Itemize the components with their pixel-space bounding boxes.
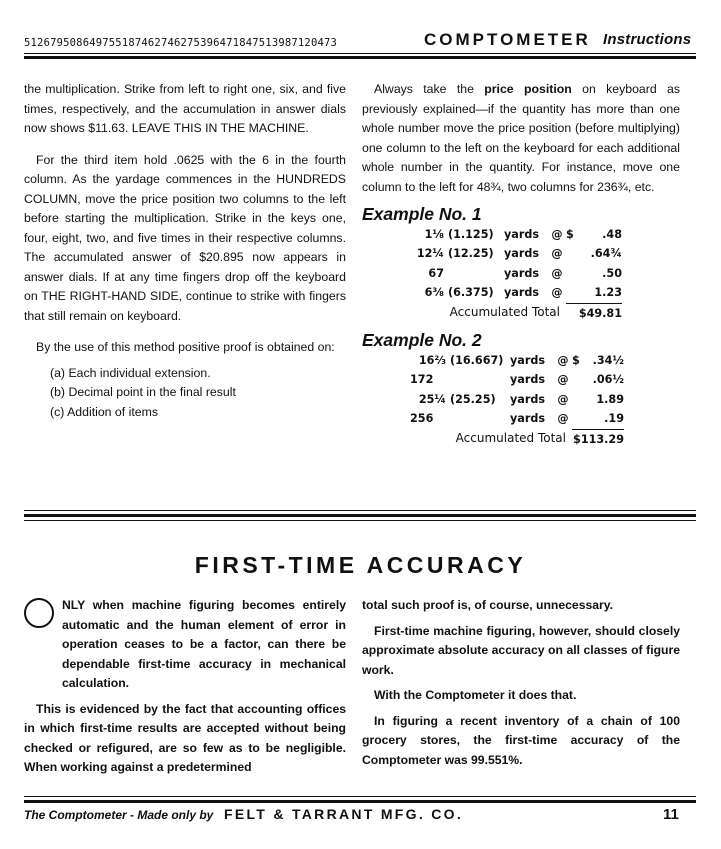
unit: yards [510,392,546,406]
table-row [410,264,622,284]
quantity: 25¼ [418,392,446,406]
header-rule-thin [24,53,696,54]
at-sign: @ [557,412,569,426]
at-sign: @ [557,373,569,386]
price: 1.23 [578,283,622,303]
example-1-table [410,225,622,324]
unit: yards [504,266,540,280]
accuracy-paragraph-6: In figuring a recent inventory of a chain of 100 grocery stores, the first-time accuracy of the Comptometer was 99.551%. [362,713,680,767]
right-paragraph-1-pre: Always take the [374,82,485,96]
page-number: 11 [663,806,679,823]
total-label: Accumulated Total [455,431,566,446]
table-row [410,283,622,303]
right-paragraph-1 [362,80,680,197]
table-row [410,244,622,264]
decimal: (25.25) [450,392,496,406]
header-title: COMPTOMETER [424,30,591,49]
unit: yards [510,373,546,386]
currency [566,283,578,303]
unit: yards [504,247,540,260]
decimal: (12.25) [448,247,494,260]
price: .48 [602,227,622,241]
at-sign: @ [551,227,563,241]
drop-cap-o [24,598,54,628]
accuracy-paragraph-1: NLY when machine figuring becomes entirely automatic and the human element of error in operation ceases to be a factor, can there be dependable first-time accuracy in mechanical calculation. [62,598,346,690]
quantity: 16⅔ [418,353,446,367]
list-item-c: (c) Addition of items [50,404,158,419]
unit: yards [504,227,540,241]
section-rule-thin-2 [24,520,696,521]
footer-tagline: The Comptometer - Made only by [24,808,214,822]
quantity: 172 [410,373,434,386]
currency: $ [566,227,574,241]
total-row [410,429,624,449]
quantity: 256 [410,412,434,426]
section-rule-thick [24,514,696,517]
decimal: (6.375) [448,286,494,300]
left-paragraph-2: For the third item hold .0625 with the 6 in the fourth column. As the yardage commences in the HUNDREDS COLUMN, move the price position two columns to the left before starting the multiplication. Strike in the keys one, four, eight, two, and five times in their respective columns. The accumulated answer of $20.895 now appears in answer dials. If at any time fingers drop off the keyboard on THE RIGHT-HAND SIDE, continue to strike with fingers that still remain on keyboard. [24,152,346,323]
at-sign: @ [551,266,563,280]
table-row [410,225,622,245]
currency [566,244,578,264]
section-title: FIRST-TIME ACCURACY [194,552,527,578]
quantity: 67 [428,266,444,280]
currency [572,390,584,410]
header-subtitle: Instructions [603,31,692,48]
example-2-table [410,351,624,450]
price: .64¾ [590,247,622,260]
quantity: 12¼ [416,247,444,260]
total-value: $49.81 [578,306,622,320]
accuracy-right-column [362,596,680,770]
price-position-term: price position [484,82,572,96]
total-row [410,303,622,323]
accuracy-paragraph-4: First-time machine figuring, however, should closely approximate absolute accuracy on all classes of figure work. [362,623,680,677]
example-1-title: Example No. 1 [362,204,482,224]
accuracy-paragraph-2: This is evidenced by the fact that accounting offices in which first-time results are accepted without being checked or refigured, are so few as to be negligible. When working against a predetermined [24,701,346,774]
price: 1.89 [596,392,624,406]
decimal [448,264,504,284]
currency [566,264,578,284]
unit: yards [510,353,546,367]
unit: yards [504,286,540,300]
header-serial-digits: 512679508649755187462746275396471847513987120473 [24,37,338,49]
footer-company-name: FELT & TARRANT MFG. CO. [224,806,464,822]
accuracy-paragraph-5: With the Comptometer it does that. [374,688,577,702]
decimal: (16.667) [450,353,504,367]
list-item-b: (b) Decimal point in the final result [50,385,236,399]
accuracy-paragraph-3: total such proof is, of course, unnecessary. [362,598,614,612]
left-column [24,80,346,422]
currency: $ [572,353,580,367]
table-row [410,409,624,429]
at-sign: @ [551,286,563,300]
table-row [410,351,624,371]
unit: yards [510,412,546,426]
price: .50 [602,266,622,280]
table-row [410,390,624,410]
footer-rule-thin [24,796,696,797]
decimal [450,370,510,390]
decimal: (1.125) [448,227,494,241]
at-sign: @ [557,353,569,367]
currency [572,409,584,429]
table-row [410,370,624,390]
example-2-title: Example No. 2 [362,330,482,350]
decimal [450,409,510,429]
right-paragraph-1-post: on keyboard as previously explained—if the quantity has more than one whole number move the price position (before multiplying) one column to the left on the keyboard for each additional whole number in the quantity. For instance, move one column to the left for 48¾, two columns for 236¾, etc. [362,82,680,194]
quantity: 1⅛ [424,227,444,241]
total-value: $113.29 [573,432,624,446]
price: .19 [584,409,624,429]
right-column [362,80,680,449]
list-item-a: (a) Each individual extension. [50,365,211,380]
total-label: Accumulated Total [449,305,560,320]
section-rule-thin-1 [24,510,696,511]
left-paragraph-1: the multiplication. Strike from left to right one, six, and five times, respectively, and the accumulation in answer dials now shows $11.63. LEAVE THIS IN THE MACHINE. [24,82,346,135]
price: .06½ [592,373,624,386]
footer-rule-thick [24,800,696,803]
accuracy-left-column [24,596,346,778]
at-sign: @ [551,247,563,260]
price: .34½ [592,353,624,367]
at-sign: @ [557,392,569,406]
quantity: 6⅜ [424,286,444,300]
currency [572,370,584,390]
header-rule-thick [24,56,696,59]
left-paragraph-3: By the use of this method positive proof is obtained on: [36,340,335,354]
